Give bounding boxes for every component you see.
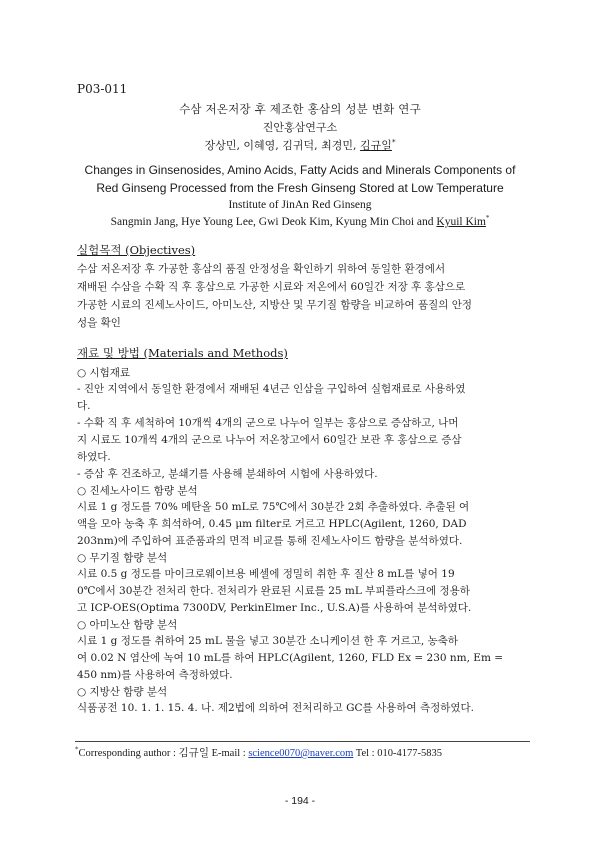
footnote-divider [75,741,530,742]
method-line: 다. [77,400,91,412]
method-line: 시료 1 g 정도를 70% 메탄올 50 mL로 75℃에서 30분간 2회 추출하였다. 추출된 여 [77,501,470,513]
method-line: 시료 0.5 g 정도를 마이크로웨이브용 베셀에 정밀히 취한 후 질산 8 mL를 넣어 19 [77,568,455,580]
method-line: 하였다. [77,451,111,463]
objectives-line: 성을 확인 [77,317,121,329]
objectives-line: 가공한 시료의 진세노사이드, 아미노산, 지방산 및 무기질 함량을 비교하여 품질의 안정 [77,299,473,311]
method-line: - 증삼 후 건조하고, 분쇄기를 사용해 분쇄하여 시험에 사용하였다. [77,468,378,480]
objectives-heading: 실험목적 (Objectives) [77,243,196,257]
section-title-ginsenoside: ○ 진세노사이드 함량 분석 [77,485,198,497]
korean-authors [60,137,540,153]
english-authors [60,216,540,228]
objectives-line: 수삼 저온저장 후 가공한 홍삼의 품질 안정성을 확인하기 위하여 동일한 환경에서 [77,263,446,275]
corresponding-mark: * [485,214,490,223]
method-line: - 진안 지역에서 동일한 환경에서 재배된 4년근 인삼을 구입하여 실험재료로 사용하였 [77,383,466,395]
method-line: 450 nm)를 사용하여 측정하였다. [77,669,233,681]
footnote-label: Corresponding author : 김규일 E-mail : [78,748,249,759]
methods-heading: 재료 및 방법 (Materials and Methods) [77,346,288,360]
section-title-minerals: ○ 무기질 함량 분석 [77,552,168,564]
corresponding-mark: * [391,138,396,147]
method-line: 203nm)에 주입하여 표준품과의 면적 비교를 통해 진세노사이드 함량을 분석하였다. [77,535,463,547]
footnote-tel: Tel : 010-4177-5835 [353,748,442,759]
method-line: 액을 모아 농축 후 희석하여, 0.45 μm filter로 거르고 HPLC(Agilent, 1260, DAD [77,518,467,530]
english-corresponding-author: Kyuil Kim [436,216,486,228]
english-title-line-1: Changes in Ginsenosides, Amino Acids, Fatty Acids and Minerals Components of [84,163,516,177]
korean-authors-list: 장상민, 이혜영, 김귀덕, 최경민, [204,139,361,152]
section-title-fatty-acids: ○ 지방산 함량 분석 [77,686,168,698]
english-title-line-2: Red Ginseng Processed from the Fresh Ginseng Stored at Low Temperature [96,181,504,195]
method-line: 식품공전 10. 1. 1. 15. 4. 나. 제2법에 의하여 전처리하고 GC를 사용하여 측정하였다. [77,702,474,714]
section-title-materials: ○ 시험재료 [77,367,131,379]
method-line: 0℃에서 30분간 전처리 한다. 전처리가 완료된 시료를 25 mL 부피플라스크에 정용하 [77,585,470,597]
method-line: 지 시료도 10개씩 4개의 군으로 나누어 저온창고에서 60일간 보관 후 홍삼으로 증삼 [77,434,462,446]
objectives-line: 재배된 수삼을 수확 직 후 홍삼으로 가공한 시료와 저온에서 60일간 저장 후 홍삼으로 [77,281,466,293]
email-link[interactable]: science0070@naver.com [248,748,354,759]
english-institute: Institute of JinAn Red Ginseng [228,199,372,211]
page-number: - 194 - [284,795,316,807]
footnote [75,745,442,760]
section-title-amino-acids: ○ 아미노산 함량 분석 [77,619,178,631]
korean-title: 수삼 저온저장 후 제조한 홍삼의 성분 변화 연구 [179,102,421,116]
footnote-mark: * [75,745,79,754]
method-line: 시료 1 g 정도를 취하여 25 mL 물을 넣고 30분간 소니케이션 한 후 거르고, 농축하 [77,635,458,647]
korean-corresponding-author: 김규일 [360,139,392,152]
korean-institute: 진안홍삼연구소 [262,121,338,134]
method-line: 여 0.02 N 염산에 녹여 10 mL를 하여 HPLC(Agilent, 1260, FLD Ex = 230 nm, Em = [77,652,504,664]
method-line: - 수확 직 후 세척하여 10개씩 4개의 군으로 나누어 일부는 홍삼으로 증삼하고, 나머 [77,417,459,429]
method-line: 고 ICP-OES(Optima 7300DV, PerkinElmer Inc., U.S.A)를 사용하여 분석하였다. [77,602,472,614]
paper-code: P03-011 [77,82,128,96]
english-authors-list: Sangmin Jang, Hye Young Lee, Gwi Deok Kim, Kyung Min Choi and [110,216,437,228]
